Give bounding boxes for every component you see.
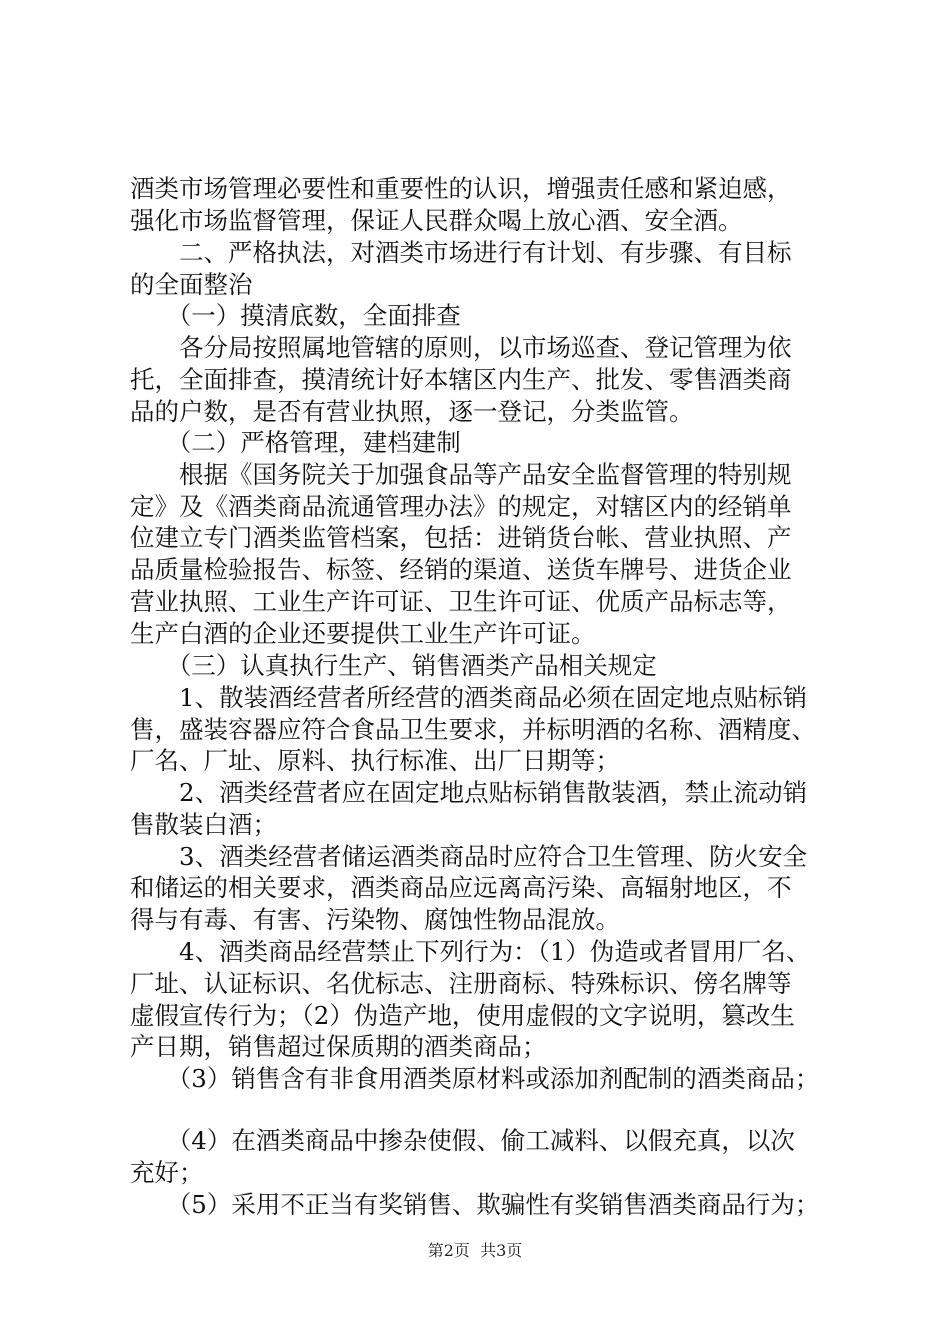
text-line: 托，全面排查，摸清统计好本辖区内生产、批发、零售酒类商 [130, 365, 792, 394]
text-line: 2、酒类经营者应在固定地点贴标销售散装酒，禁止流动销 [130, 778, 808, 807]
subsection-heading: （一）摸清底数，全面排查 [130, 301, 461, 330]
text-line: （4）在酒类商品中掺杂使假、偷工减料、以假充真，以次 [130, 1126, 795, 1155]
text-line: 酒类市场管理必要性和重要性的认识，增强责任感和紧迫感， [130, 174, 792, 203]
text-line: 产日期，销售超过保质期的酒类商品； [130, 1032, 547, 1061]
text-line: 充好； [130, 1158, 204, 1187]
text-line: 售散装白酒； [130, 810, 277, 839]
text-line: （3）销售含有非食用酒类原材料或添加剂配制的酒类商品； [130, 1064, 820, 1093]
text-line: 和储运的相关要求，酒类商品应远离高污染、高辐射地区，不 [130, 873, 792, 902]
text-line: 售，盛装容器应符合食品卫生要求，并标明酒的名称、酒精度、 [130, 715, 816, 744]
section-heading: 二、严格执法，对酒类市场进行有计划、有步骤、有目标 [130, 238, 792, 267]
text-line: 品的户数，是否有营业执照，逐一登记，分类监管。 [130, 397, 694, 426]
text-line: 强化市场监督管理，保证人民群众喝上放心酒、安全酒。 [130, 206, 743, 235]
text-line: 得与有毒、有害、污染物、腐蚀性物品混放。 [130, 905, 620, 934]
text-line: 生产白酒的企业还要提供工业生产许可证。 [130, 619, 596, 648]
text-line: 营业执照、工业生产许可证、卫生许可证、优质产品标志等， [130, 587, 792, 616]
text-line: 厂址、认证标识、名优标志、注册商标、特殊标识、傍名牌等 [130, 969, 792, 998]
text-line: （5）采用不正当有奖销售、欺骗性有奖销售酒类商品行为； [130, 1190, 820, 1219]
text-line: 1、散装酒经营者所经营的酒类商品必须在固定地点贴标销 [130, 683, 808, 712]
text-line: 虚假宣传行为；（2）伪造产地，使用虚假的文字说明，篡改生 [130, 1001, 795, 1030]
text-line: 3、酒类经营者储运酒类商品时应符合卫生管理、防火安全 [130, 842, 808, 871]
section-heading: 的全面整治 [130, 270, 253, 299]
text-line: 位建立专门酒类监管档案，包括：进销货台帐、营业执照、产 [130, 523, 792, 552]
text-line: 厂名、厂址、原料、执行标准、出厂日期等； [130, 746, 620, 775]
text-line: 品质量检验报告、标签、经销的渠道、送货车牌号、进货企业 [130, 555, 792, 584]
text-line: 定》及《酒类商品流通管理办法》的规定，对辖区内的经销单 [130, 492, 792, 521]
text-line: 4、酒类商品经营禁止下列行为：（1）伪造或者冒用厂名、 [130, 937, 811, 966]
subsection-heading: （二）严格管理，建档建制 [130, 428, 461, 457]
subsection-heading: （三）认真执行生产、销售酒类产品相关规定 [130, 651, 657, 680]
page-number-footer: 第2页 共3页 [427, 1241, 523, 1260]
text-line: 各分局按照属地管辖的原则，以市场巡查、登记管理为依 [130, 333, 792, 362]
text-line: 根据《国务院关于加强食品等产品安全监督管理的特别规 [130, 460, 792, 489]
